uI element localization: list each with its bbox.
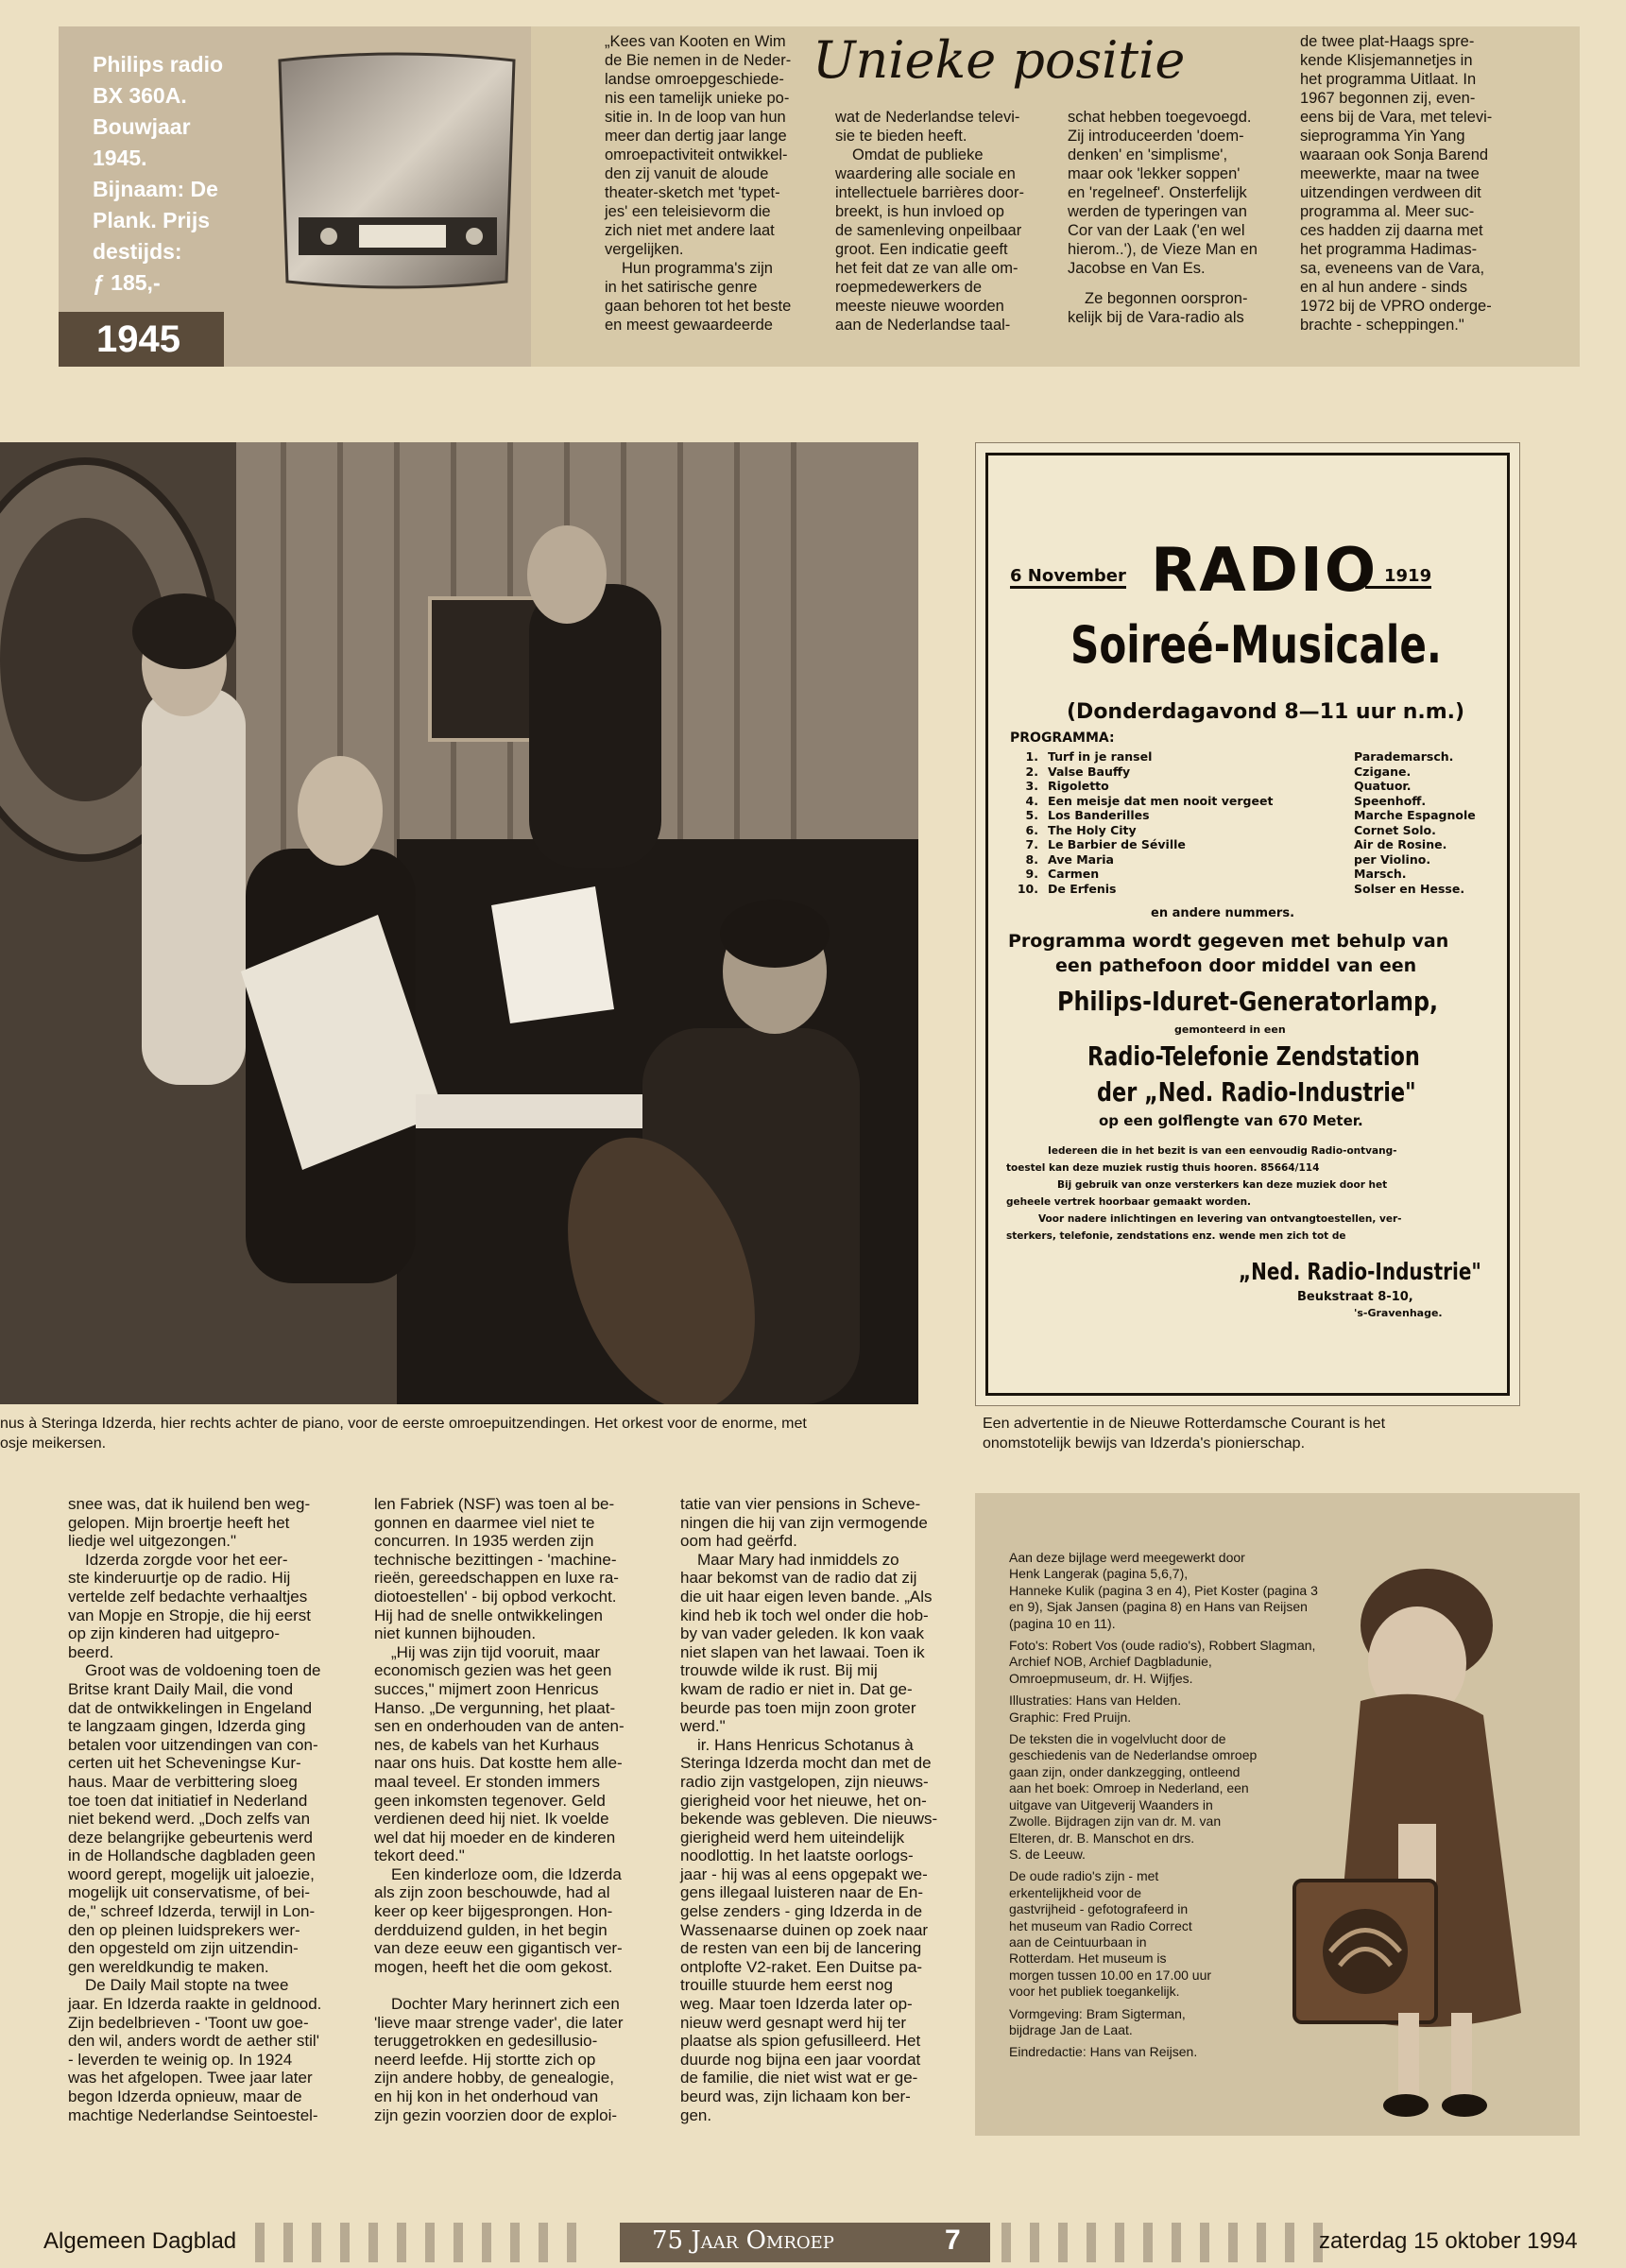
radio-advertisement: [975, 442, 1520, 1406]
intro-line: Ze begonnen oorspron-: [1085, 290, 1248, 307]
ad-programma-label: PROGRAMMA:: [1010, 730, 1115, 746]
article-line: kind heb ik toch wel onder die hob-: [680, 1606, 929, 1624]
intro-column-3: [1068, 108, 1275, 327]
programme-item: 7. Le Barbier de Séville: [1025, 837, 1186, 851]
intro-line: sa, eveneens van de Vara,: [1300, 260, 1485, 277]
article-line: rieën, gereedschappen en luxe ra-: [374, 1569, 619, 1588]
article-line: trouille stuurde hem eerst nog: [680, 1976, 893, 1995]
article-line: begon Idzerda opnieuw, maar de: [68, 2088, 302, 2105]
article-line: gen.: [680, 2105, 712, 2124]
credit-line: S. de Leeuw.: [1009, 1846, 1086, 1862]
programme-item-right: Czigane.: [1354, 764, 1412, 779]
intro-column-1: [605, 32, 813, 335]
article-line: den wil, anders wordt de aether stil': [68, 2032, 319, 2051]
article-column-2: [374, 1495, 646, 2124]
ad-programme-right: [1354, 749, 1476, 896]
intro-line: landse omroepgeschiede-: [605, 71, 784, 88]
article-line: jaar - hij was al eens opgepakt we-: [680, 1864, 928, 1883]
article-line: jaar. En Idzerda raakte in geldnood.: [68, 1995, 322, 2014]
article-line: niet bekend werd. „Doch zelfs van: [68, 1810, 311, 1829]
programme-item-right: Cornet Solo.: [1354, 822, 1436, 837]
intro-line: in het satirische genre: [605, 279, 758, 296]
ad-small-line: Iedereen die in het bezit is van een eenvoudig Radio-ontvang-: [1048, 1145, 1397, 1157]
intro-line: vergelijken.: [605, 241, 684, 258]
credit-line: Elteren, dr. B. Manschot en drs.: [1009, 1830, 1195, 1846]
footer-page-number: 7: [945, 2225, 961, 2256]
programme-item-right: Marsch.: [1354, 867, 1407, 881]
credit-line: De teksten die in vogelvlucht door de: [1009, 1731, 1226, 1747]
footer-stripe: [1001, 2223, 1011, 2262]
footer-stripe: [368, 2223, 378, 2262]
radio-caption: [93, 49, 267, 299]
article-line: bekende was gebleven. Die nieuws-: [680, 1810, 938, 1829]
article-line: ste kinderuurtje op de radio. Hij: [68, 1569, 291, 1588]
credit-line: morgen tussen 10.00 en 17.00 uur: [1009, 1967, 1212, 1983]
credit-line: Vormgeving: Bram Sigterman,: [1009, 2005, 1186, 2021]
article-line: Zijn bedelbrieven - 'Toont uw goe-: [68, 2013, 309, 2032]
footer-stripe: [1030, 2223, 1039, 2262]
intro-line: hierom..'), de Vieze Man en: [1068, 241, 1258, 258]
article-line: beurde pas toen mijn zoon groter: [680, 1698, 916, 1717]
article-line: mogen, heeft het die oom gekost.: [374, 1957, 613, 1976]
footer-stripe: [539, 2223, 548, 2262]
ad-title: RADIO: [1151, 536, 1378, 606]
credit-line: Zwolle. Bijdragen zijn van dr. M. van: [1009, 1813, 1222, 1830]
intro-line: groot. Een indicatie geeft: [835, 241, 1008, 258]
ad-mounted: gemonteerd in een: [1174, 1023, 1286, 1036]
article-line: certen uit het Scheveningse Kur-: [68, 1754, 301, 1773]
programme-item: 4. Een meisje dat men nooit vergeet: [1025, 793, 1274, 808]
intro-line: Jacobse en Van Es.: [1068, 260, 1206, 277]
article-line: neerd leefde. Hij stortte zich op: [374, 2050, 596, 2069]
article-line: werd.": [680, 1717, 726, 1736]
intro-column-4: [1300, 32, 1508, 335]
intro-line: en al hun andere - sinds: [1300, 279, 1468, 296]
footer-stripe: [1228, 2223, 1238, 2262]
radio-caption-line: Plank. Prijs: [93, 208, 211, 232]
credit-line: Eindredactie: Hans van Reijsen.: [1009, 2044, 1198, 2060]
intro-line: schat hebben toegevoegd.: [1068, 109, 1252, 126]
article-line: concurren. In 1935 werden zijn: [374, 1532, 594, 1551]
footer-stripe: [1058, 2223, 1068, 2262]
article-line: die uit haar eigen leven bande. „Als: [680, 1587, 933, 1606]
article-line: en hij kon in het onderhoud van: [374, 2088, 599, 2105]
article-line: den op pleinen luidsprekers wer-: [68, 1920, 300, 1939]
ad-line-2: een pathefoon door middel van een: [1055, 955, 1417, 976]
year-label: 1945: [59, 312, 224, 367]
intro-line: zich niet met andere laat: [605, 222, 775, 239]
credit-line: aan het boek: Omroep in Nederland, een: [1009, 1780, 1249, 1796]
programme-item: 1. Turf in je ransel: [1025, 749, 1153, 764]
ad-city: 's-Gravenhage.: [1354, 1307, 1443, 1319]
footer-stripe: [1257, 2223, 1266, 2262]
article-line: wel dat hij moeder en de kinderen: [374, 1828, 616, 1847]
article-line: Dochter Mary herinnert zich een: [391, 1995, 620, 2014]
ad-small-line: Bij gebruik van onze versterkers kan deze muziek door het: [1057, 1179, 1388, 1191]
credit-line: uitgave van Uitgeverij Waanders in: [1009, 1796, 1213, 1813]
programme-item-right: Marche Espagnole: [1354, 808, 1476, 822]
child-with-radio-photo: [1228, 1540, 1568, 2136]
article-line: ir. Hans Henricus Schotanus à: [697, 1735, 914, 1754]
article-line: radio zijn vastgelopen, zijn nieuws-: [680, 1772, 929, 1791]
article-line: maal teveel. Er stonden immers: [374, 1772, 601, 1791]
article-line: als zijn zoon beschouwde, had al: [374, 1883, 610, 1902]
article-line: economisch gezien was het geen: [374, 1661, 612, 1680]
programme-item: 3. Rigoletto: [1025, 779, 1109, 793]
ad-caption: [983, 1414, 1568, 1453]
article-line: zijn gezin voorzien door de exploi-: [374, 2105, 618, 2124]
intro-line: het programma Hadimas-: [1300, 241, 1478, 258]
ad-and-more: en andere nummers.: [1151, 906, 1295, 920]
programme-item-right: Air de Rosine.: [1354, 837, 1447, 851]
programme-item-right: Parademarsch.: [1354, 749, 1454, 764]
intro-column-2: [835, 108, 1043, 335]
article-line: in de Hollandsche dagbladen geen: [68, 1847, 316, 1865]
article-line: Een kinderloze oom, die Idzerda: [391, 1864, 622, 1883]
intro-line: Omdat de publieke: [852, 146, 984, 163]
ad-station-2: der „Ned. Radio-Industrie": [1097, 1076, 1416, 1108]
article-line: de familie, die niet wist wat er ge-: [680, 2069, 918, 2088]
article-line: plaatse als spion gefusilleerd. Het: [680, 2032, 921, 2051]
article-line: gierigheid werd hem uiteindelijk: [680, 1828, 905, 1847]
article-line: beurd was, zijn lichaam kon ber-: [680, 2088, 911, 2105]
programme-item: 2. Valse Bauffy: [1025, 764, 1131, 779]
intro-line: denken' en 'simplisme',: [1068, 146, 1228, 163]
intro-line: roepmedewerkers de: [835, 279, 982, 296]
article-line: tatie van vier pensions in Scheve-: [680, 1495, 921, 1513]
ad-address: Beukstraat 8-10,: [1297, 1290, 1413, 1304]
footer-stripe: [454, 2223, 463, 2262]
footer-paper-name: Algemeen Dagblad: [43, 2228, 237, 2254]
intro-line: en meest gewaardeerde: [605, 317, 773, 334]
footer-stripe: [1285, 2223, 1294, 2262]
intro-line: werden de typeringen van: [1068, 203, 1247, 220]
credit-line: Omroepmuseum, dr. H. Wijfjes.: [1009, 1670, 1193, 1686]
article-line: dat de ontwikkelingen in Engeland: [68, 1698, 313, 1717]
ad-time: (Donderdagavond 8—11 uur n.m.): [1067, 700, 1465, 724]
article-line: keer op keer bijgesprongen. Hon-: [374, 1902, 613, 1921]
intro-line: Cor van der Laak ('en wel: [1068, 222, 1245, 239]
intro-line: de Bie nemen in de Neder-: [605, 52, 792, 69]
article-line: te langzaam gingen, Idzerda ging: [68, 1717, 306, 1736]
ad-subtitle: Soireé-Musicale.: [1070, 615, 1442, 675]
programme-item: 9. Carmen: [1025, 867, 1100, 881]
radio-caption-line: 1945.: [93, 146, 147, 170]
article-line: naar ons huis. Dat kostte hem alle-: [374, 1754, 623, 1773]
article-line: betalen voor uitzendingen van con-: [68, 1735, 318, 1754]
credit-line: Foto's: Robert Vos (oude radio's), Robbert Slagman,: [1009, 1638, 1316, 1654]
credit-line: Rotterdam. Het museum is: [1009, 1950, 1167, 1967]
intro-line: omroepactiviteit ontwikkel-: [605, 146, 788, 163]
article-line: by van vader geleden. Ik kon vaak: [680, 1624, 924, 1643]
article-line: 'lieve maar strenge vader', die later: [374, 2013, 624, 2032]
intro-line: meewerkte, maar na twee: [1300, 165, 1480, 182]
programme-item: 10. De Erfenis: [1017, 881, 1117, 896]
article-line: teruggetrokken en gedesillusio-: [374, 2032, 598, 2051]
radio-caption-line: destijds:: [93, 239, 182, 264]
article-line: Idzerda zorgde voor het eer-: [85, 1550, 288, 1569]
article-line: oom had geërfd.: [680, 1532, 797, 1551]
intro-line: meer dan dertig jaar lange: [605, 128, 787, 145]
ad-small-line: geheele vertrek hoorbaar gemaakt worden.: [1006, 1196, 1252, 1208]
article-line: De Daily Mail stopte na twee: [85, 1976, 289, 1995]
article-line: de resten van een bij de lancering: [680, 1939, 922, 1958]
article-line: deze belangrijke gebeurtenis werd: [68, 1828, 313, 1847]
article-line: weg. Maar toen Idzerda later op-: [680, 1995, 913, 2014]
footer-stripe: [397, 2223, 406, 2262]
radio-caption-line: Bijnaam: De: [93, 177, 218, 201]
programme-item: 6. The Holy City: [1025, 822, 1137, 837]
ad-wavelength: op een golflengte van 670 Meter.: [1099, 1112, 1363, 1129]
article-line: snee was, dat ik huilend ben weg-: [68, 1495, 311, 1513]
intro-line: breekt, is hun invloed op: [835, 203, 1004, 220]
article-line: van Mopje en Stropje, die hij eerst: [68, 1606, 312, 1624]
intro-line: uitzendingen verdween dit: [1300, 184, 1481, 201]
intro-line: den zij vanuit de aloude: [605, 165, 769, 182]
article-line: Steringa Idzerda mocht dan met de: [680, 1754, 932, 1773]
credit-line: en 9), Sjak Jansen (pagina 8) en Hans van Reijsen: [1009, 1599, 1308, 1615]
credit-line: (pagina 10 en 11).: [1009, 1615, 1116, 1631]
article-line: len Fabriek (NSF) was toen al be-: [374, 1495, 615, 1513]
article-line: mogelijk uit conservatisme, of bei-: [68, 1883, 311, 1902]
article-line: de," schreef Idzerda, terwijl in Lon-: [68, 1902, 316, 1921]
footer-section: 75 Jaar Omroep: [652, 2226, 834, 2255]
ad-small-print: [1001, 1143, 1402, 1245]
article-line: woord gerept, mogelijk uit jaloezie,: [68, 1864, 315, 1883]
article-line: kwam de radio er niet in. Dat ge-: [680, 1679, 913, 1698]
credit-line: Henk Langerak (pagina 5,6,7),: [1009, 1566, 1189, 1582]
article-line: haus. Maar de verbittering sloeg: [68, 1772, 298, 1791]
article-line: geen inkomsten tegenover. Geld: [374, 1791, 606, 1810]
footer-stripe: [510, 2223, 520, 2262]
footer-stripe: [1172, 2223, 1181, 2262]
article-line: derdduizend gulden, in het begin: [374, 1920, 608, 1939]
ad-line-1: Programma wordt gegeven met behulp van: [1008, 931, 1449, 952]
article-line: noodlottig. In het laatste oorlogs-: [680, 1847, 914, 1865]
credit-line: De oude radio's zijn - met: [1009, 1868, 1159, 1884]
article-line: op zijn kinderen had uitgepro-: [68, 1624, 280, 1643]
programme-item: 8. Ave Maria: [1025, 851, 1114, 867]
footer-stripe: [1115, 2223, 1124, 2262]
headline: Unieke positie: [813, 30, 1186, 90]
article-line: liedje wel uitgezongen.": [68, 1532, 237, 1551]
intro-line: Hun programma's zijn: [622, 260, 773, 277]
credit-line: Illustraties: Hans van Helden.: [1009, 1692, 1182, 1709]
credit-line: het museum van Radio Correct: [1009, 1917, 1192, 1933]
programme-item-right: Speenhoff.: [1354, 793, 1427, 808]
intro-line: de twee plat-Haags spre-: [1300, 33, 1475, 50]
article-line: duurde nog bijna een jaar voordat: [680, 2050, 921, 2069]
article-line: toe toen dat initiatief in Nederland: [68, 1791, 308, 1810]
article-line: Groot was de voldoening toen de: [85, 1661, 321, 1680]
article-line: ontplofte V2-raket. Een Duitse pa-: [680, 1957, 923, 1976]
article-line: succes," mijmert zoon Henricus: [374, 1679, 599, 1698]
footer-stripe: [1200, 2223, 1209, 2262]
intro-line: aan de Nederlandse taal-: [835, 317, 1011, 334]
intro-line: eens bij de Vara, met televi-: [1300, 109, 1493, 126]
intro-line: het feit dat ze van alle om-: [835, 260, 1018, 277]
intro-line: sitie in. In de loop van hun: [605, 109, 786, 126]
article-line: vertelde zelf bedachte verhaaltjes: [68, 1587, 308, 1606]
intro-line: ces hadden zij daarna met: [1300, 222, 1483, 239]
intro-line: wat de Nederlandse televi-: [835, 109, 1020, 126]
article-line: nieuw werd gesnapt werd hij ter: [680, 2013, 907, 2032]
credit-line: erkentelijkheid voor de: [1009, 1884, 1142, 1900]
intro-line: meeste nieuwe woorden: [835, 298, 1004, 315]
article-line: ningen die hij van zijn vermogende: [680, 1513, 928, 1532]
article-line: gens illegaal luisteren naar de En-: [680, 1883, 924, 1902]
article-line: technische bezittingen - 'machine-: [374, 1550, 617, 1569]
footer-stripe: [482, 2223, 491, 2262]
intro-line: brachte - scheppingen.": [1300, 317, 1464, 334]
intro-line: theater-sketch met 'typet-: [605, 184, 780, 201]
article-line: Maar Mary had inmiddels zo: [697, 1550, 899, 1569]
footer-stripe: [1143, 2223, 1153, 2262]
intro-line: en 'regelneef'. Onsterfelijk: [1068, 184, 1247, 201]
credit-line: Graphic: Fred Pruijn.: [1009, 1709, 1132, 1725]
intro-line: programma al. Meer suc-: [1300, 203, 1475, 220]
intro-line: het programma Uitlaat. In: [1300, 71, 1477, 88]
programme-item-right: Solser en Hesse.: [1354, 881, 1465, 896]
article-line: Britse krant Daily Mail, die vond: [68, 1679, 294, 1698]
article-column-1: [68, 1495, 340, 2124]
article-line: Hij had de snelle ontwikkelingen: [374, 1606, 603, 1624]
intro-line: 1972 bij de VPRO ondergе-: [1300, 298, 1492, 315]
intro-line: jes' een teleisievorm die: [605, 203, 771, 220]
article-line: gelse zenders - ging Idzerda in de: [680, 1902, 923, 1921]
article-line: trouwde wilde ik rust. Bij mij: [680, 1661, 878, 1680]
article-line: beerd.: [68, 1642, 114, 1661]
ad-station-1: Radio-Telefonie Zendstation: [1087, 1040, 1420, 1072]
intro-line: kende Klisjemannetjes in: [1300, 52, 1473, 69]
photo-caption: [0, 1414, 926, 1453]
radio-caption-line: BX 360A.: [93, 83, 187, 108]
footer-stripe: [425, 2223, 435, 2262]
footer-stripe: [255, 2223, 265, 2262]
article-line: sen en onderhouden van de anten-: [374, 1717, 625, 1736]
footer-stripe: [312, 2223, 321, 2262]
article-line: gen wereldkundig te maken.: [68, 1957, 269, 1976]
article-line: Hanso. „De vergunning, het plaat-: [374, 1698, 616, 1717]
radio-photo: [272, 49, 522, 295]
article-line: „Hij was zijn tijd vooruit, maar: [391, 1642, 601, 1661]
credit-line: gastvrijheid - gefotografeerd in: [1009, 1901, 1189, 1917]
credit-line: aan de Ceintuurbaan in: [1009, 1933, 1147, 1950]
ad-programme-list: [1016, 749, 1273, 896]
intro-line: maar ook 'lekker soppen': [1068, 165, 1241, 182]
article-line: niet kunnen bijhouden.: [374, 1624, 537, 1643]
ad-generator: Philips-Iduret-Generatorlamp,: [1057, 986, 1439, 1017]
radio-caption-line: Philips radio: [93, 52, 224, 77]
article-line: machtige Nederlandse Seintoestel-: [68, 2105, 318, 2124]
credit-line: voor het publiek toegankelijk.: [1009, 1984, 1180, 2000]
intro-line: sie te bieden heeft.: [835, 128, 967, 145]
photo-caption-line: nus à Steringa Idzerda, hier rechts achter de piano, voor de eerste omroepuitzendingen. Het orkest voor de enorme, met: [0, 1416, 807, 1432]
radio-caption-line: ƒ 185,-: [93, 270, 161, 295]
credit-line: gaan zijn, onder dankzegging, ontleend: [1009, 1763, 1241, 1779]
article-line: tekort deed.": [374, 1847, 465, 1865]
article-line: gierigheid voor het nieuwe, het on-: [680, 1791, 927, 1810]
article-line: haar bekomst van de radio dat zij: [680, 1569, 917, 1588]
intro-line: kelijk bij de Vara-radio als: [1068, 309, 1244, 326]
footer-stripe: [340, 2223, 350, 2262]
article-column-3: [680, 1495, 952, 2124]
footer-stripe: [283, 2223, 293, 2262]
intro-line: sieprogramma Yin Yang: [1300, 128, 1465, 145]
footer-date: zaterdag 15 oktober 1994: [1319, 2228, 1578, 2254]
article-line: van deze eeuw een gigantisch ver-: [374, 1939, 623, 1958]
intro-line: Zij introduceerden 'doem-: [1068, 128, 1244, 145]
credit-line: geschiedenis van de Nederlandse omroep: [1009, 1747, 1258, 1763]
intro-line: de samenleving onpeilbaar: [835, 222, 1022, 239]
intro-line: „Kees van Kooten en Wim: [605, 33, 786, 50]
credit-line: Archief NOB, Archief Dagbladunie,: [1009, 1654, 1212, 1670]
article-line: niet slapen van het lawaai. Toen ik: [680, 1642, 925, 1661]
photo-caption-line: osje meikersen.: [0, 1435, 107, 1452]
ad-company: „Ned. Radio-Industrie": [1239, 1258, 1481, 1285]
programme-item-right: per Violino.: [1354, 851, 1431, 867]
ad-small-line: toestel kan deze muziek rustig thuis hooren. 85664/114: [1006, 1162, 1320, 1174]
article-line: verdienen deed hij niet. Ik voelde: [374, 1810, 609, 1829]
article-line: den opgesteld om zijn uitzendin-: [68, 1939, 299, 1958]
ad-small-line: sterkers, telefonie, zendstations enz. wende men zich tot de: [1006, 1230, 1346, 1242]
intro-line: nis een tamelijk unieke po-: [605, 90, 790, 107]
article-spacer: [374, 1976, 646, 1995]
credit-line: bijdrage Jan de Laat.: [1009, 2021, 1133, 2037]
article-line: - leverden te weinig op. In 1924: [68, 2050, 293, 2069]
ad-caption-line: Een advertentie in de Nieuwe Rotterdamsche Courant is het: [983, 1416, 1386, 1432]
intro-line: intellectuele barrières door-: [835, 184, 1024, 201]
radio-caption-line: Bouwjaar: [93, 114, 191, 139]
programme-item-right: Quatuor.: [1354, 779, 1412, 793]
article-line: was het afgelopen. Twee jaar later: [68, 2069, 313, 2088]
ad-date: 6 November: [1010, 566, 1126, 589]
historic-photo: [0, 442, 918, 1404]
credit-line: Aan deze bijlage werd meegewerkt door: [1009, 1550, 1245, 1565]
ad-year: 1919: [1365, 566, 1431, 589]
article-line: zijn andere hobby, de genealogie,: [374, 2069, 614, 2088]
article-line: Wassenaarse duinen op zoek naar: [680, 1920, 929, 1939]
article-line: diotoestellen' - bij opbod verkocht.: [374, 1587, 617, 1606]
article-line: gonnen en daarmee viel niet te: [374, 1513, 595, 1532]
ad-caption-line: onomstotelijk bewijs van Idzerda's pionierschap.: [983, 1435, 1306, 1452]
programme-item: 5. Los Banderilles: [1025, 808, 1150, 822]
ad-small-line: Voor nadere inlichtingen en levering van ontvangtoestellen, ver-: [1038, 1213, 1402, 1225]
intro-line: gaan behoren tot het beste: [605, 298, 792, 315]
intro-line: waaraan ook Sonja Barend: [1300, 146, 1489, 163]
article-line: gelopen. Mijn broertje heeft het: [68, 1513, 290, 1532]
article-line: nes, de kabels van het Kurhaus: [374, 1735, 600, 1754]
credit-line: Hanneke Kulik (pagina 3 en 4), Piet Koster (pagina 3: [1009, 1582, 1318, 1598]
intro-line: waardering alle sociale en: [835, 165, 1016, 182]
footer-stripe: [567, 2223, 576, 2262]
intro-line: 1967 begonnen zij, even-: [1300, 90, 1476, 107]
footer-stripe: [1087, 2223, 1096, 2262]
